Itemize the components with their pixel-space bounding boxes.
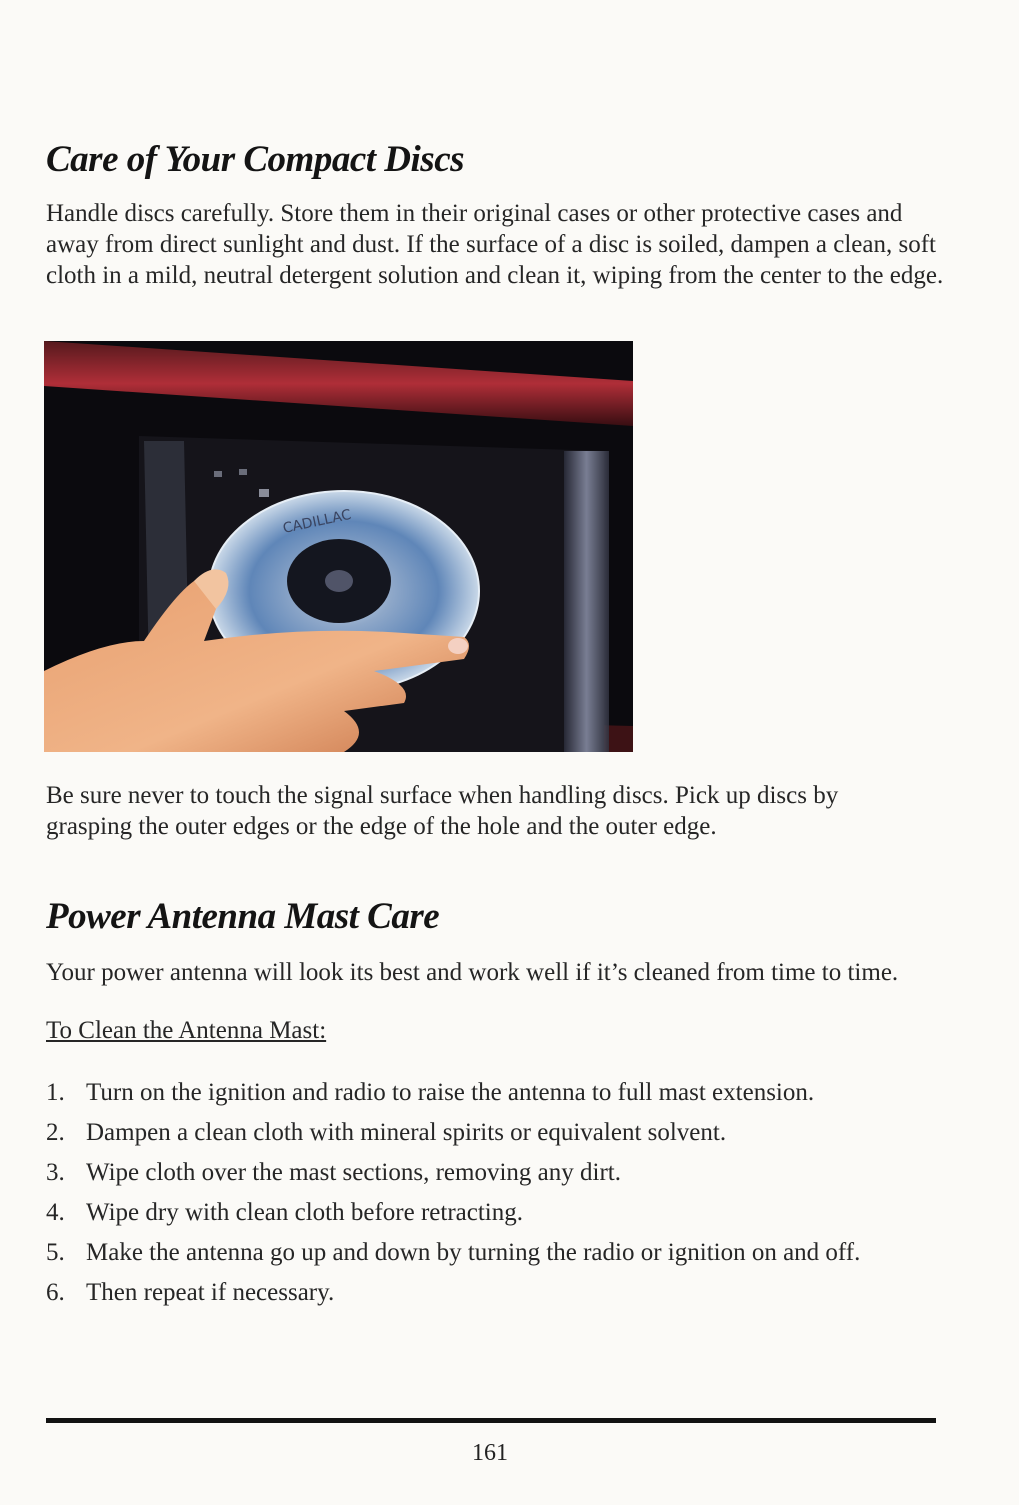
step-number: 5. <box>46 1239 65 1266</box>
list-item <box>46 1157 946 1188</box>
step-text: Dampen a clean cloth with mineral spirits or equivalent solvent. <box>86 1119 727 1146</box>
step-number: 3. <box>46 1159 65 1186</box>
list-item <box>46 1117 946 1148</box>
step-number: 4. <box>46 1199 65 1226</box>
disc-handling-paragraph: Be sure never to touch the signal surface when handling discs. Pick up discs by grasping the outer edges or the edge of the hole and the outer edge. <box>46 782 839 840</box>
step-number: 1. <box>46 1079 65 1106</box>
antenna-intro-paragraph: Your power antenna will look its best and work well if it’s cleaned from time to time. <box>46 959 899 986</box>
page-number: 161 <box>472 1440 508 1466</box>
disc-label: CADILLAC <box>281 506 353 537</box>
cd-insertion-photo <box>44 341 633 752</box>
list-item <box>46 1197 946 1228</box>
step-number: 2. <box>46 1119 65 1146</box>
step-text: Turn on the ignition and radio to raise the antenna to full mast extension. <box>86 1079 815 1106</box>
list-item <box>46 1077 946 1108</box>
step-text: Wipe cloth over the mast sections, removing any dirt. <box>86 1159 621 1186</box>
step-text: Then repeat if necessary. <box>86 1279 335 1306</box>
step-number: 6. <box>46 1279 65 1306</box>
procedure-subheading: To Clean the Antenna Mast: <box>46 1017 327 1044</box>
step-text: Make the antenna go up and down by turning the radio or ignition on and off. <box>86 1239 861 1266</box>
step-text: Wipe dry with clean cloth before retracting. <box>86 1199 523 1226</box>
disc-care-paragraph: Handle discs carefully. Store them in their original cases or other protective cases and away from direct sunlight and dust. If the surface of a disc is soiled, dampen a clean, soft cloth in a mild, neutral detergent solution and clean it, wiping from the center to the edge. <box>46 200 944 289</box>
list-item <box>46 1277 946 1308</box>
section-title-antenna-care: Power Antenna Mast Care <box>46 896 440 937</box>
section-title-compact-discs: Care of Your Compact Discs <box>46 139 465 180</box>
cleaning-steps-list <box>46 1077 946 1317</box>
footer-rule <box>46 1418 936 1423</box>
list-item <box>46 1237 946 1268</box>
